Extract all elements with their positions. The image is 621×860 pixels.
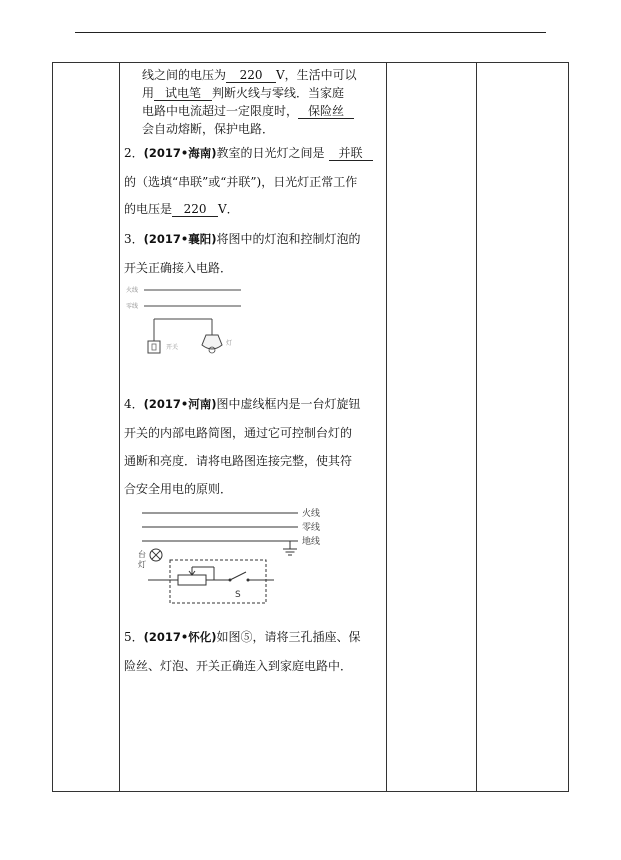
q3-source-tag: (2017•襄阳) bbox=[143, 232, 217, 246]
q5-source-tag: (2017•怀化) bbox=[143, 630, 217, 644]
q3-line-1: 3．(2017•襄阳)将图中的灯泡和控制灯泡的 bbox=[124, 232, 361, 246]
q4-source-tag: (2017•河南) bbox=[143, 397, 217, 411]
q4-line-3: 通断和亮度．请将电路图连接完整，使其符 bbox=[124, 454, 353, 468]
q3-live-wire-label: 火线 bbox=[126, 287, 139, 294]
q4-lamp-label-2: 灯 bbox=[138, 560, 146, 569]
q3-line-2: 开关正确接入电路． bbox=[124, 261, 233, 275]
q5-line-2: 险丝、灯泡、开关正确连入到家庭电路中． bbox=[124, 659, 353, 673]
q4-switch-label: S bbox=[235, 590, 241, 600]
q2-source-tag: (2017•海南) bbox=[143, 146, 217, 160]
fourth-column-cell bbox=[477, 63, 569, 792]
q2-line-1: 2．(2017•海南)教室的日光灯之间是 并联 bbox=[124, 145, 373, 161]
q3-switch-icon bbox=[148, 341, 160, 353]
q3-neutral-wire-label: 零线 bbox=[126, 303, 139, 310]
q1-answer-tester: 试电笔 bbox=[154, 86, 212, 101]
left-column-cell bbox=[53, 63, 120, 792]
q3-circuit-figure bbox=[126, 283, 246, 363]
exercise-content bbox=[120, 63, 386, 791]
content-column-cell bbox=[120, 63, 387, 792]
q2-line-2: 的（选填“串联”或“并联”)，日光灯正常工作 bbox=[124, 175, 358, 189]
q4-rheostat-icon bbox=[178, 575, 206, 585]
q4-lamp-label-1: 台 bbox=[138, 550, 146, 559]
q2-answer-voltage: 220 bbox=[172, 202, 218, 217]
q4-line-1: 4．(2017•河南)图中虚线框内是一台灯旋钮 bbox=[124, 397, 361, 411]
third-column-cell bbox=[387, 63, 477, 792]
q4-live-wire-label: 火线 bbox=[302, 509, 321, 519]
q2-answer-connection: 并联 bbox=[329, 146, 373, 161]
q2-line-3: 的电压是 220 V． bbox=[124, 202, 239, 216]
q4-line-4: 合安全用电的原则． bbox=[124, 482, 233, 496]
q3-switch-label: 开关 bbox=[166, 344, 179, 351]
q4-dashed-box bbox=[170, 560, 266, 603]
q4-neutral-wire-label: 零线 bbox=[302, 523, 321, 533]
q4-ground-wire-label: 地线 bbox=[302, 537, 321, 547]
q1-line-1: 线之间的电压为 220 V，生活中可以 bbox=[142, 68, 357, 82]
q4-circuit-figure bbox=[138, 505, 370, 610]
q1-answer-voltage: 220 bbox=[226, 68, 276, 83]
q4-line-2: 开关的内部电路简图，通过它可控制台灯的 bbox=[124, 426, 353, 440]
q5-line-1: 5．(2017•怀化)如图⑤，请将三孔插座、保 bbox=[124, 630, 361, 644]
q1-line-3: 电路中电流超过一定限度时， 保险丝 bbox=[142, 103, 354, 119]
q1-line-2: 用 试电笔 判断火线与零线．当家庭 bbox=[142, 86, 345, 100]
q4-switch-icon bbox=[230, 572, 246, 580]
q1-answer-fuse: 保险丝 bbox=[298, 104, 354, 119]
q1-line-4: 会自动熔断，保护电路． bbox=[142, 122, 275, 136]
q3-lamp-label: 灯 bbox=[226, 340, 233, 347]
header-rule bbox=[75, 32, 546, 33]
lesson-table bbox=[52, 62, 569, 792]
